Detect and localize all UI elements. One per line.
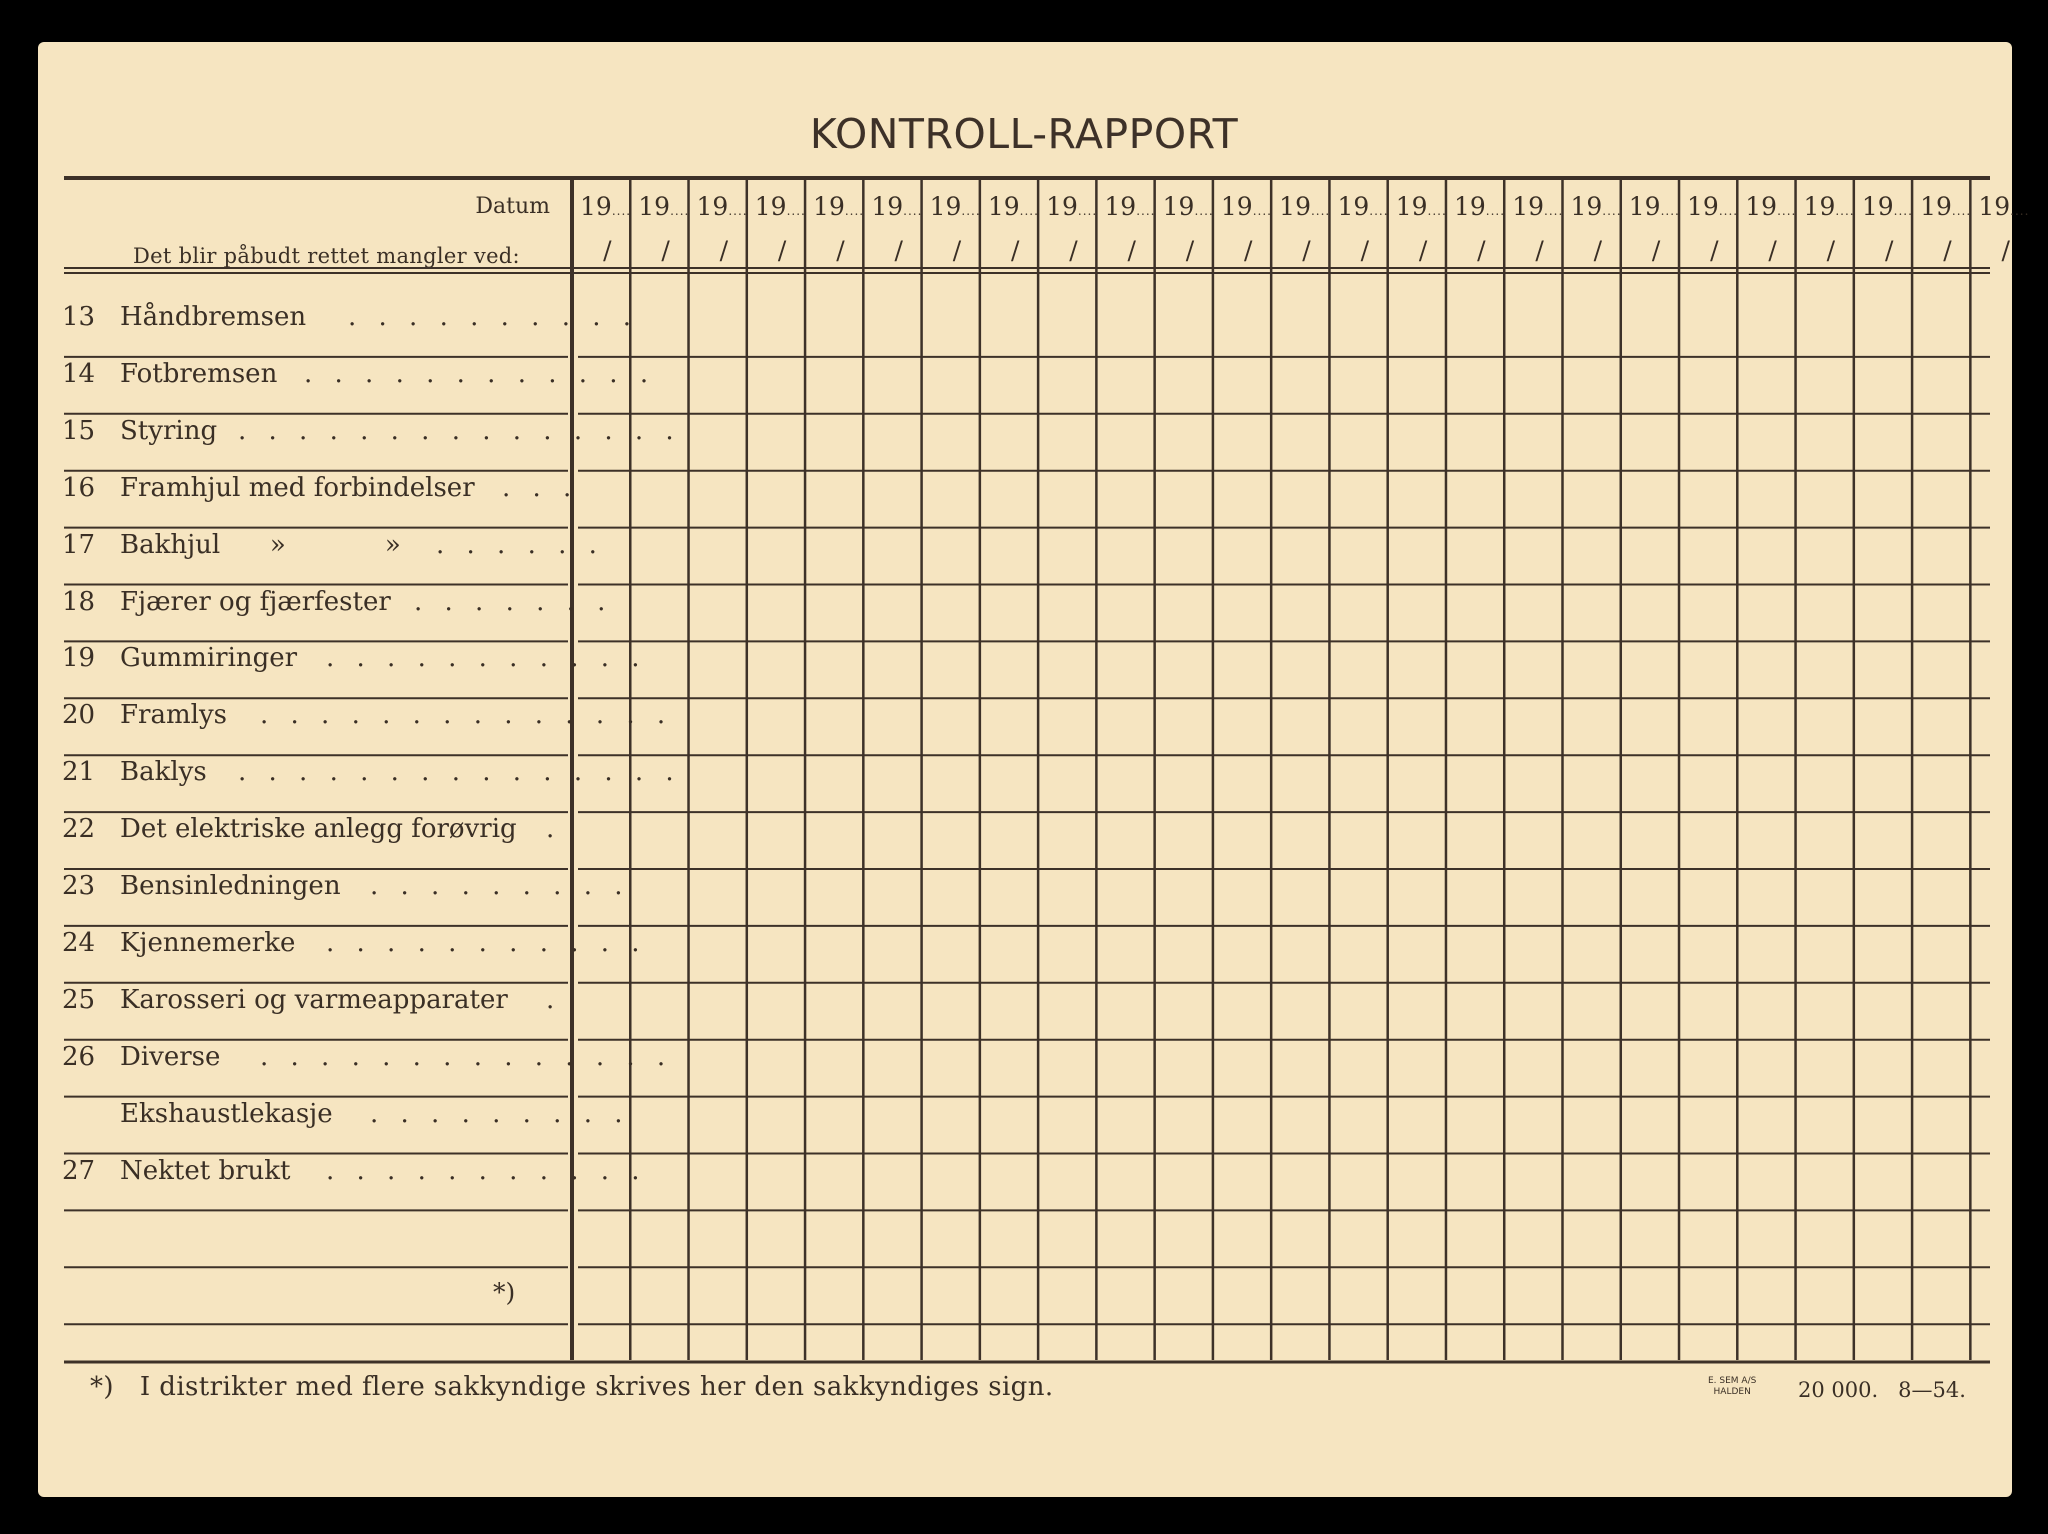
date-column-year — [1454, 192, 1505, 221]
row-number: 27 — [62, 1155, 96, 1186]
footnote: *) I distrikter med flere sakkyndige skrives her den sakkyndiges sign. — [90, 1372, 1054, 1402]
date-column-year-prefix: 19 — [871, 192, 904, 221]
datum-label: Datum — [475, 194, 550, 219]
date-column-year-prefix: 19 — [754, 192, 787, 221]
row-number: 25 — [62, 984, 96, 1015]
date-column-separator: / — [1768, 236, 1777, 265]
date-column-dots: .... — [903, 204, 923, 218]
row-number: 21 — [62, 757, 96, 788]
date-column-separator: / — [1593, 236, 1603, 265]
row-label: Ekshaustlekasje — [120, 1098, 333, 1129]
row-label: Baklys — [120, 757, 207, 788]
date-column-dots: .... — [1077, 204, 1098, 218]
date-column-year-prefix: 19 — [1337, 192, 1370, 221]
row-label: Det elektriske anlegg forøvrig — [120, 814, 517, 845]
row-leader-dots: . . . . . . . . . . . . . . — [260, 1041, 673, 1072]
date-column-dots: .... — [844, 204, 865, 218]
date-column-year — [580, 192, 631, 221]
date-column-dots: .... — [1369, 204, 1389, 218]
date-column-separator: / — [1826, 236, 1836, 265]
date-column-dots: .... — [1544, 204, 1564, 218]
date-column-year-prefix: 19 — [929, 192, 962, 221]
date-column-year — [638, 192, 689, 221]
form-title: KONTROLL-RAPPORT — [809, 110, 1239, 158]
date-column-year — [1046, 192, 1097, 221]
row-label: Karosseri og varmeapparater — [120, 984, 508, 1015]
row-label: Bensinledningen — [120, 871, 341, 901]
row-label: Fjærer og fjærfester — [120, 586, 391, 617]
date-column-year — [871, 192, 922, 221]
date-column-dots: .... — [670, 204, 690, 218]
date-column-year-prefix: 19 — [1046, 192, 1078, 221]
row-leader-dots: . . . . . . . . . . . — [326, 1155, 647, 1186]
date-column-dots: .... — [2010, 204, 2030, 218]
date-column-separator: / — [1185, 236, 1195, 265]
printer-imprint — [1708, 1376, 1756, 1398]
date-column-dots: .... — [1602, 204, 1622, 218]
row-number: 16 — [62, 472, 96, 503]
signature-marker: *) — [493, 1278, 516, 1307]
row-label: Fotbremsen — [120, 358, 278, 389]
date-column-separator: / — [952, 236, 962, 265]
row-leader-dots: . . . . . . . . . . . . . . . — [238, 415, 681, 446]
date-column-separator: / — [1069, 236, 1078, 265]
date-column-year — [1862, 192, 1913, 221]
date-column-year-prefix: 19 — [696, 192, 729, 221]
defects-subheader: Det blir påbudt rettet mangler ved: — [133, 244, 520, 268]
row-number: 13 — [62, 302, 96, 332]
date-column-year-prefix: 19 — [813, 192, 845, 221]
row-label: Diverse — [120, 1041, 221, 1072]
date-column-dots: .... — [728, 204, 748, 218]
row-leader-dots: . . . . . . . . . . . . — [304, 358, 656, 389]
row-label: Håndbremsen — [120, 302, 307, 332]
row-label: Bakhjul » » — [120, 529, 401, 560]
row-number: 19 — [62, 643, 96, 674]
date-column-year-prefix: 19 — [1978, 192, 2011, 221]
date-column-year — [988, 192, 1039, 221]
date-column-year-prefix: 19 — [1920, 192, 1952, 221]
row-leader-dots: . . . . . . . . . . . . . . — [260, 700, 673, 731]
date-column-year — [1104, 192, 1155, 221]
date-column-year — [1396, 192, 1447, 221]
date-column-dots: .... — [611, 204, 632, 218]
date-column-year — [1221, 192, 1272, 221]
date-column-year — [697, 192, 748, 221]
date-column-year-prefix: 19 — [1570, 192, 1603, 221]
row-label: Nektet brukt — [120, 1155, 291, 1186]
row-label: Framhjul med forbindelser — [120, 472, 475, 503]
row-leader-dots: . . . . . . . . . . — [348, 302, 639, 332]
row-leader-dots: . — [546, 984, 562, 1015]
date-column-separator: / — [894, 236, 903, 265]
row-number: 17 — [62, 529, 96, 560]
date-column-year — [1337, 192, 1388, 221]
date-column-dots: .... — [961, 204, 981, 218]
date-column-year-prefix: 19 — [1453, 192, 1486, 221]
row-number: 22 — [62, 814, 96, 845]
date-column-year-prefix: 19 — [580, 192, 612, 221]
print-run: 20 000. 8—54. — [1798, 1378, 1966, 1402]
date-column-dots: .... — [1427, 204, 1447, 218]
date-column-dots: .... — [1777, 204, 1797, 218]
date-column-separator: / — [1360, 236, 1369, 265]
date-column-separator: / — [1302, 236, 1311, 265]
date-column-year — [1279, 192, 1330, 221]
date-column-year-prefix: 19 — [1803, 192, 1836, 221]
row-number: 23 — [62, 871, 96, 901]
date-column-separator: / — [836, 236, 845, 265]
date-column-year — [1687, 192, 1738, 221]
date-column-separator: / — [1244, 236, 1253, 265]
date-column-year — [755, 192, 806, 221]
date-column-separator: / — [1418, 236, 1428, 265]
row-leader-dots: . . . . . . . . . — [370, 871, 630, 901]
date-column-separator: / — [1127, 236, 1136, 265]
date-column-year — [813, 192, 864, 221]
date-column-dots: .... — [1194, 204, 1214, 218]
row-label: Styring — [120, 415, 218, 446]
date-column-year — [1804, 192, 1855, 221]
row-leader-dots: . . . . . . — [436, 529, 604, 560]
row-number: 15 — [62, 415, 96, 446]
row-label: Gummiringer — [120, 643, 298, 674]
date-column-year-prefix: 19 — [1162, 192, 1195, 221]
date-column-separator: / — [1710, 236, 1719, 265]
date-column-year-prefix: 19 — [1104, 192, 1137, 221]
date-column-separator: / — [2001, 236, 2010, 265]
date-column-dots: .... — [1718, 204, 1739, 218]
date-column-dots: .... — [786, 204, 806, 218]
date-column-year-prefix: 19 — [1512, 192, 1545, 221]
date-column-year-prefix: 19 — [1687, 192, 1719, 221]
date-column-dots: .... — [1485, 204, 1506, 218]
date-column-dots: .... — [1893, 204, 1913, 218]
date-column-year — [1629, 192, 1680, 221]
row-leader-dots: . . . . . . . . . — [370, 1098, 630, 1129]
row-leader-dots: . . . . . . . — [414, 586, 613, 617]
date-column-separator: / — [777, 236, 787, 265]
date-column-year — [930, 192, 981, 221]
row-label: Kjennemerke — [120, 927, 296, 958]
date-column-dots: .... — [1136, 204, 1156, 218]
date-column-separator: / — [1010, 236, 1020, 265]
date-column-year — [1512, 192, 1563, 221]
row-leader-dots: . . . . . . . . . . . — [326, 927, 647, 958]
row-number: 24 — [62, 927, 96, 958]
date-column-year — [1920, 192, 1971, 221]
date-column-separator: / — [719, 236, 729, 265]
printer-city: HALDEN — [1713, 1387, 1751, 1397]
date-column-separator: / — [1884, 236, 1894, 265]
date-column-year-prefix: 19 — [1395, 192, 1428, 221]
date-column-year-prefix: 19 — [638, 192, 671, 221]
row-leader-dots: . — [546, 814, 562, 845]
row-leader-dots: . . . . . . . . . . . — [326, 643, 647, 674]
date-column-year-prefix: 19 — [1279, 192, 1311, 221]
date-column-separator: / — [603, 236, 612, 265]
date-column-dots: .... — [1252, 204, 1272, 218]
date-column-dots: .... — [1310, 204, 1331, 218]
row-number: 18 — [62, 586, 96, 617]
date-column-separator: / — [1477, 236, 1486, 265]
date-column-separator: / — [1535, 236, 1544, 265]
date-column-year — [1745, 192, 1796, 221]
date-column-separator: / — [1651, 236, 1661, 265]
date-column-year — [1163, 192, 1214, 221]
date-column-year-prefix: 19 — [1628, 192, 1661, 221]
row-number: 20 — [62, 700, 96, 731]
row-leader-dots: . . . . . . . . . . . . . . . — [238, 757, 681, 788]
date-column-dots: .... — [1019, 204, 1039, 218]
printer-name: E. SEM A/S — [1708, 1376, 1757, 1386]
date-column-dots: .... — [1951, 204, 1972, 218]
date-column-year-prefix: 19 — [987, 192, 1020, 221]
date-column-year-prefix: 19 — [1861, 192, 1894, 221]
date-column-dots: .... — [1660, 204, 1680, 218]
date-column-separator: / — [1943, 236, 1952, 265]
row-leader-dots: . . . — [502, 472, 579, 503]
date-column-separator: / — [661, 236, 670, 265]
date-column-year — [1978, 192, 2029, 221]
date-column-year-prefix: 19 — [1220, 192, 1253, 221]
row-number: 14 — [62, 358, 96, 389]
date-column-year — [1570, 192, 1621, 221]
date-column-dots: .... — [1835, 204, 1855, 218]
row-label: Framlys — [120, 700, 227, 731]
date-column-year-prefix: 19 — [1745, 192, 1778, 221]
row-number: 26 — [62, 1041, 96, 1072]
